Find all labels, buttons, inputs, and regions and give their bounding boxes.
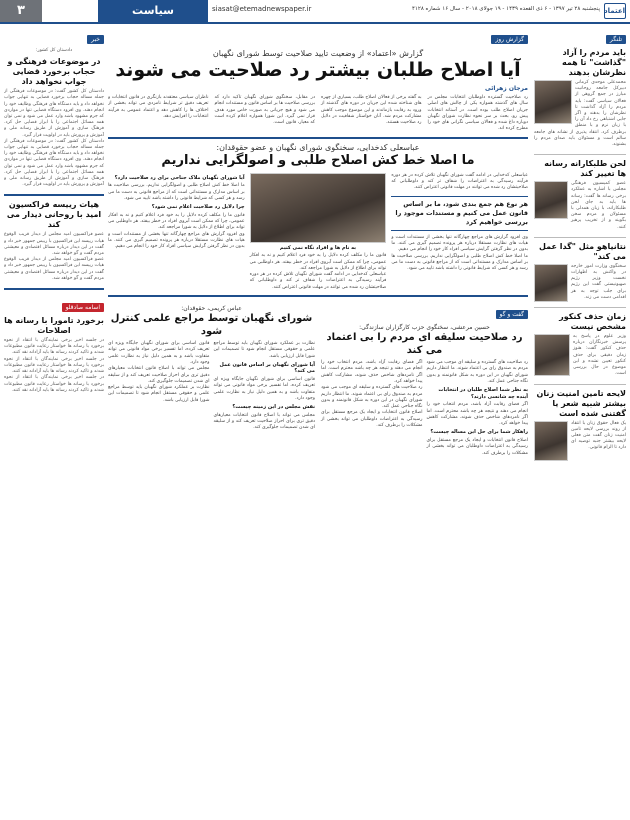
interview-headline: ما اصلا خط کش اصلاح طلبی و اصولگرایی نداریم (161, 152, 475, 168)
story-headline: آیا اصلاح طلبان بیشتر رد صلاحیت می شوند (115, 59, 521, 81)
story-text: نظارت بر عملکرد شورای نگهبان باید توسط مراجع علمی و حقوقی مستقل انجام شود تا تصمیمات این شورا قابل ارزیابی باشد. (213, 341, 315, 359)
story-columns (108, 341, 315, 431)
interview-question: آیا شورای نگهبان ملاک جناحی برای رد صلاحیت دارد؟ (114, 174, 245, 181)
news-text: عضو کمیسیون فرهنگی مجلس با اشاره به عملکرد برخی رسانه ها گفت: رسانه ها باید به جای لحن طلبکارانه، با زبان همدلی با مسئولان و مردم سخن بگویند و از تخریب پرهیز کنند. (571, 181, 626, 230)
story-text: ما اصلا خط کش اصلاح طلبی و اصولگرایی نداریم. بررسی صلاحیت ها بر اساس مدارک و مستنداتی است که از مراجع قانونی به دست ما می رسد و هر کسی که شرایط قانونی را داشته باشد تایید می شود. (391, 253, 528, 272)
news-text: وزیر علوم در پاسخ به پرسش خبرنگاران درباره حذف کنکور گفت: هنوز زمان دقیقی برای حذف کنکور تعیین نشده و این موضوع در حال بررسی است. (573, 334, 626, 377)
story-text: عباسعلی کدخدایی در ادامه گفت شورای نگهبان تلاش کرده در هر دوره فرآیند رسیدگی به اعتراضات را شفاف تر کند و داوطلبانی که صلاحیتشان رد شده می توانند در مهلت قانونی اعتراض کنند. (249, 272, 387, 290)
news-text: در جلسه اخیر برخی نمایندگان با انتقاد از نحوه برخورد با رسانه ها خواستار رعایت قانون مطبوعات شدند و تاکید کردند رسانه ها باید آزادانه نقد کنند. (4, 375, 104, 393)
divider (534, 307, 626, 308)
story-col (108, 341, 210, 431)
story-text: ناظران سیاسی معتقدند بازنگری در قانون انتخابات و تعریف دقیق تر شرایط نامزدی می تواند بخشی از اختلاف ها را کاهش دهد و اعتماد عمومی به فرآیند انتخابات را افزایش دهد. (108, 95, 209, 119)
portrait-photo (534, 264, 568, 302)
interview-columns (108, 173, 528, 291)
top-story (108, 26, 528, 133)
divider (534, 384, 626, 385)
photo-caption: به نام ها و افراد نگاه نمی کنیم (279, 244, 357, 251)
story-headline: شورای نگهبان توسط مراجع علمی کنترل شود (110, 313, 313, 338)
story-kicker: گزارش «اعتماد» از وضعیت تایید صلاحیت توسط شورای نگهبان (212, 49, 424, 58)
news-title: لایحه تامین امنیت زنان بیشتر شبیه شعر یا گفتنی شده است (536, 388, 626, 418)
portrait-photo (534, 80, 572, 124)
interview-col (391, 173, 528, 291)
section-tag: گزارش روز (491, 35, 528, 44)
interview-story (108, 143, 528, 291)
news-text: در جلسه اخیر برخی نمایندگان با انتقاد از نحوه برخورد با رسانه ها خواستار رعایت قانون مطبوعات شدند و تاکید کردند رسانه ها باید آزادانه نقد کنند. (4, 356, 104, 375)
pull-quote: هر نوع هم جمع بندی شود، ما بر اساس قانون عمل می کنیم و مستندات موجود را بررسی خواهیم کرد (391, 196, 528, 231)
news-text: محمدعلی موحدی کرمانی دبیرکل جامعه روحانیت مبارز در جمع گروهی از فعالان سیاسی گفت: باید مردم را آزاد گذاشت تا نظرشان را بدهند و اگر جایی اشتباهی رخ داد آن را با زبان نرم و با منطق برطرف کرد. انتقاد پذیری از نشانه های جامعه سالم است و مسئولان باید صدای مردم را بشنوند. (534, 80, 626, 148)
story-text: اصلاح قانون انتخابات و ایجاد یک مرجع مستقل برای رسیدگی به اعتراضات داوطلبان می تواند بخشی از مشکلات را برطرف کند. (321, 410, 423, 429)
newspaper-logo: اعتماد (604, 3, 626, 19)
section-tag: تلنگر (606, 35, 626, 44)
news-text: دادستان کل کشور گفت: در موضوعات فرهنگی از جمله مساله حجاب برخورد قضایی به تنهایی جواب نخواهد داد و باید دستگاه های فرهنگی وظایف خود را انجام دهند. وی افزود دستگاه قضایی تنها در مواردی که جرم مشهود باشد وارد عمل می شود و نمی توان همه مسائل اجتماعی را با ابزار قضایی حل کرد. فرهنگ سازی و آموزش از طریق رسانه ملی و آموزش و پرورش باید در اولویت قرار گیرد. (4, 138, 104, 188)
portrait-photo (534, 181, 568, 219)
interview-question: چرا دلایل رد صلاحیت اعلام نمی شود؟ (151, 204, 245, 211)
story-headline: رد صلاحیت سلیقه ای مردم را بی اعتماد می کند (326, 332, 523, 357)
news-text: عضو فراکسیون امید مجلس از دیدار قریب الوقوع هیات رییسه این فراکسیون با رییس جمهور خبر داد و گفت در این دیدار درباره مسائل اقتصادی و معیشتی مردم گفت و گو خواهد شد. (4, 257, 104, 281)
section-title: سیاست (98, 0, 208, 22)
news-text: سخنگوی وزارت امور خارجه در واکنش به اظهارات نخست وزیر رژیم صهیونیستی گفت این رژیم برای جلب توجه به هر اقدامی دست می زند. (571, 263, 626, 300)
story-text: رد صلاحیت گسترده داوطلبان انتخابات مجلس در سال های گذشته همواره یکی از چالش های اصلی جریان اصلاح طلب بوده است. در آستانه انتخابات پیش رو، بحث بر سر نحوه نظارت شورای نگهبان دوباره داغ شده و فعالان سیاسی نگرانی های خود را مطرح کرده اند. (427, 95, 528, 132)
news-item (534, 312, 626, 377)
portrait-photo (534, 421, 568, 461)
interview-question: به نظر شما اصلاح طلبان در انتخابات آینده چه شانسی دارند؟ (438, 387, 528, 400)
interview-col (108, 173, 245, 291)
section-tag: خبر (87, 35, 104, 44)
news-title: لحن طلبکارانه رسانه ها تغییر کند (544, 159, 626, 179)
story-text: عباسعلی کدخدایی در ادامه گفت شورای نگهبان تلاش کرده در هر دوره فرآیند رسیدگی به اعتراضات را شفاف تر کند و داوطلبانی که صلاحیتشان رد شده می توانند در مهلت قانونی اعتراض کنند. (391, 172, 528, 191)
story-kicker: عباس کریمی، حقوقدان: (181, 305, 242, 313)
news-kicker: دادستان کل کشور: (35, 48, 73, 53)
story-byline: مرجان زهرائی (485, 85, 528, 92)
news-title: باید مردم را آزاد "گذاشت" تا همه نظرشان بدهند (561, 48, 626, 77)
story-text: مجلس می تواند با اصلاح قانون انتخابات معیارهای دقیق تری برای احراز صلاحیت تعریف کند و از سلیقه ای شدن تصمیمات جلوگیری کند. (213, 412, 315, 431)
story-text: اگر فضای رقابت آزاد باشد، مردم انتخاب خود را انجام می دهند و نتیجه هر چه باشد محترم است. اما اگر نامزدهای شاخص حذف شوند، مشارکت کاهش پیدا خواهد کرد. (321, 360, 423, 384)
story-text: قانون اساسی برای شورای نگهبان جایگاه ویژه ای تعریف کرده، اما تفسیر برخی مواد قانونی می تواند متفاوت باشد و به همین دلیل نیاز به نظارت علمی وجود دارد. (213, 376, 315, 401)
news-item (534, 159, 626, 231)
news-item (4, 294, 104, 394)
story-text: در مقابل، سخنگوی شورای نگهبان تاکید دارد که بررسی صلاحیت ها بر اساس قانون و مستندات انجام می شود و هیچ جریانی به صورت خاص مورد هدف قرار نمی گیرد. این شورا همواره اعلام کرده است که معیار، قانون است. (214, 95, 315, 126)
interview-kicker: عباسعلی کدخدایی، سخنگوی شورای نگهبان و عضو حقوقدان: (216, 142, 420, 152)
news-item (534, 242, 626, 301)
story-text: قانون ما را مکلف کرده دلایل را به خود فرد اعلام کنیم و نه به افکار عمومی، چرا که ممکن است آبروی افراد در خطر بیفتد. هر داوطلبی می تواند برای اطلاع از دلایل به شورا مراجعه کند. (108, 212, 245, 231)
news-item (4, 200, 104, 282)
story-text: اگر فضای رقابت آزاد باشد، مردم انتخاب خود را انجام می دهند و نتیجه هر چه باشد محترم است. اما اگر نامزدهای شاخص حذف شوند، مشارکت کاهش پیدا خواهد کرد. (426, 402, 528, 427)
news-title: در موضوعات فرهنگی و حجاب برخورد قضایی جواب نخواهد داد (7, 57, 101, 87)
story-kicker: حسین مرعشی، سخنگوی حزب کارگزاران سازندگی: (359, 324, 490, 332)
story-col (214, 341, 316, 431)
header-rule (0, 22, 630, 24)
story-col (321, 360, 423, 457)
page-number: ۳ (0, 0, 42, 22)
interview-question: نقش مجلس در این زمینه چیست؟ (232, 404, 315, 411)
news-title: هیات رییسه فراکسیون امید با روحانی دیدار می کند (6, 200, 102, 230)
bottom-left-story (108, 301, 315, 457)
news-item (534, 389, 626, 452)
divider (108, 295, 528, 297)
news-item (4, 26, 104, 188)
divider (534, 154, 626, 155)
divider (534, 237, 626, 238)
divider (4, 194, 104, 196)
portrait-photo (250, 173, 387, 243)
divider (108, 137, 528, 139)
news-text: عضو فراکسیون امید مجلس از دیدار قریب الوقوع هیات رییسه این فراکسیون با رییس جمهور خبر داد و گفت در این دیدار درباره مسائل اقتصادی و معیشتی مردم گفت و گو خواهد شد. (4, 232, 104, 257)
story-text: وی افزود گزارش های مراجع چهارگانه تنها بخشی از مستندات است و هیات های نظارت مستقلا درباره هر پرونده تصمیم گیری می کنند. ما بدون در نظر گرفتن گرایش سیاسی افراد کار خود را انجام می دهیم. (108, 231, 245, 250)
main-content (108, 26, 528, 818)
story-text: اصلاح قانون انتخابات و ایجاد یک مرجع مستقل برای رسیدگی به اعتراضات داوطلبان می تواند بخشی از مشکلات را برطرف کند. (426, 437, 528, 456)
story-columns (108, 95, 528, 133)
news-text: دادستان کل کشور گفت: در موضوعات فرهنگی از جمله مساله حجاب برخورد قضایی به تنهایی جواب نخواهد داد و باید دستگاه های فرهنگی وظایف خود را انجام دهند. وی افزود دستگاه قضایی تنها در مواردی که جرم مشهود باشد وارد عمل می شود و نمی توان همه مسائل اجتماعی را با ابزار قضایی حل کرد. فرهنگ سازی و آموزش از طریق رسانه ملی و آموزش و پرورش باید در اولویت قرار گیرد. (4, 89, 104, 138)
story-text: وی افزود گزارش های مراجع چهارگانه تنها بخشی از مستندات است و هیات های نظارت مستقلا درباره هر پرونده تصمیم گیری می کنند. ما بدون در نظر گرفتن گرایش سیاسی افراد کار خود را انجام می دهیم. (391, 234, 528, 253)
section-tag: اسامه صادقلو (62, 303, 104, 312)
story-text: قانون اساسی برای شورای نگهبان جایگاه ویژه ای تعریف کرده، اما تفسیر برخی مواد قانونی می تواند متفاوت باشد و به همین دلیل نیاز به نظارت علمی وجود دارد. (108, 341, 210, 365)
section-email[interactable]: siasat@etemadnewspaper.ir (212, 5, 312, 13)
story-columns (321, 360, 528, 457)
news-text: در جلسه اخیر برخی نمایندگان با انتقاد از نحوه برخورد با رسانه ها خواستار رعایت قانون مطبوعات شدند و تاکید کردند رسانه ها باید آزادانه نقد کنند. (4, 338, 104, 356)
interview-col (250, 173, 387, 291)
bottom-stories (108, 301, 528, 457)
right-sidebar (534, 26, 626, 818)
date-line: پنجشنبه ۲۸ تیر ۱۳۹۷ - ۶ ذی القعده ۱۴۳۹ - ۱۹ جولای ۲۰۱۸ - سال ۱۶ شماره ۴۱۲۸ (411, 6, 600, 12)
story-text: رد صلاحیت های گسترده و سلیقه ای موجب می شود مردم به صندوق رای بی اعتماد شوند. ما انتظار داریم شورای نگهبان در این دوره به شکل قانونمند و بدون نگاه جناحی عمل کند. (426, 360, 528, 384)
story-text: به گفته برخی از فعالان اصلاح طلب، بسیاری از چهره های شناخته شده این جریان در دوره های گذشته از ورود به رقابت بازماندند و این موضوع موجب کاهش مشارکت مردم شد. آنان خواستار شفافیت در دلایل رد صلاحیت هستند. (321, 95, 422, 126)
news-title: نتانیاهو مثل "گدا عمل می کند" (539, 241, 626, 261)
story-text: نظارت بر عملکرد شورای نگهبان باید توسط مراجع علمی و حقوقی مستقل انجام شود تا تصمیمات این شورا قابل ارزیابی باشد. (108, 385, 210, 403)
story-text: رد صلاحیت های گسترده و سلیقه ای موجب می شود مردم به صندوق رای بی اعتماد شوند. ما انتظار داریم شورای نگهبان در این دوره به شکل قانونمند و بدون نگاه جناحی عمل کند. (321, 385, 423, 410)
news-text: یک فعال حقوق زنان با انتقاد از روند بررسی لایحه تامین امنیت زنان گفت متن فعلی لایحه بیشتر جنبه توصیه ای دارد تا الزام قانونی. (571, 420, 626, 451)
left-sidebar (4, 26, 104, 818)
bottom-right-story (321, 301, 528, 457)
news-title: زمان حذف کنکور مشخص نیست (559, 312, 626, 332)
news-item (534, 26, 626, 148)
story-text: قانون ما را مکلف کرده دلایل را به خود فرد اعلام کنیم و نه به افکار عمومی، چرا که ممکن است آبروی افراد در خطر بیفتد. هر داوطلبی می تواند برای اطلاع از دلایل به شورا مراجعه کند. (249, 253, 387, 271)
masthead (0, 0, 630, 22)
section-tag: گفت و گو (496, 310, 528, 319)
interview-question: آیا شورای نگهبان بر اساس قانون عمل می کند؟ (219, 361, 315, 375)
interview-question: راهکار شما برای حل این مساله چیست؟ (430, 429, 528, 436)
story-col (427, 360, 529, 457)
story-text: ما اصلا خط کش اصلاح طلبی و اصولگرایی نداریم. بررسی صلاحیت ها بر اساس مدارک و مستنداتی است که از مراجع قانونی به دست ما می رسد و هر کسی که شرایط قانونی را داشته باشد تایید می شود. (108, 183, 245, 201)
news-title: برخورد تامورا با رسانه ها اصلاحات (4, 316, 104, 336)
story-text: مجلس می تواند با اصلاح قانون انتخابات معیارهای دقیق تری برای احراز صلاحیت تعریف کند و از سلیقه ای شدن تصمیمات جلوگیری کند. (108, 366, 210, 384)
portrait-photo (534, 334, 570, 376)
divider (4, 288, 104, 290)
